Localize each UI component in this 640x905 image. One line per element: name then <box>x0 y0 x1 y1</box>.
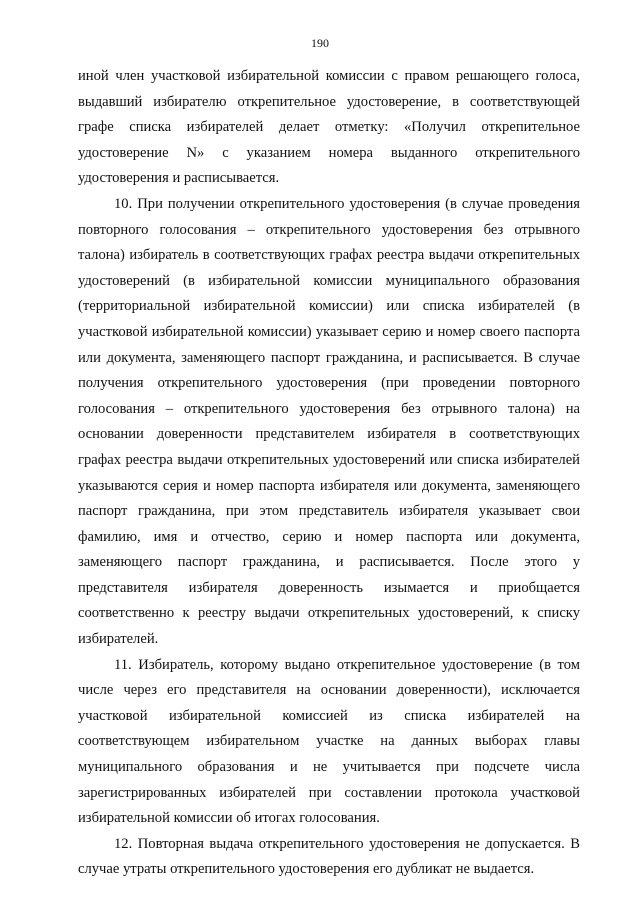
paragraph-item-10: 10. При получении открепительного удостоверения (в случае проведения повторного голосования – открепительного удостоверения без отрывного талона) избиратель в соответствующих графах реестра выдачи открепительных удостоверений (в избирательной комиссии муниципального образования (территориальной избирательной комиссии) или списка избирателей (в участковой избирательной комиссии) указывает серию и номер своего паспорта или документа, заменяющего паспорт гражданина, и расписывается. В случае получения открепительного удостоверения (при проведении повторного голосования – открепительного удостоверения без отрывного талона) на основании доверенности представителем избирателя в соответствующих графах реестра выдачи открепительных удостоверений или списка избирателей указываются серия и номер паспорта избирателя или документа, заменяющего паспорт гражданина, при этом представитель избирателя указывает свои фамилию, имя и отчество, серию и номер паспорта или документа, заменяющего паспорт гражданина, и расписывается. После этого у представителя избирателя доверенность изымается и приобщается соответственно к реестру выдачи открепительных удостоверений, к списку избирателей. <box>78 195 580 648</box>
paragraph-continuation: иной член участковой избирательной комиссии с правом решающего голоса, выдавший избирателю открепительное удостоверение, в соответствующей графе списка избирателей делает отметку: «Получил открепительное удостоверение N» с указанием номера выданного открепительного удостоверения и расписывается. <box>78 68 580 187</box>
paragraph-item-11: 11. Избиратель, которому выдано открепительное удостоверение (в том числе через его представителя на основании доверенности), исключается участковой избирательной комиссией из списка избирателей на соответствующем избирательном участке на данных выборах главы муниципального образования и не учитывается при подсчете числа зарегистрированных избирателей при составлении протокола участковой избирательной комиссии об итогах голосования. <box>78 656 580 827</box>
page-number: 190 <box>311 36 329 50</box>
paragraph-item-12: 12. Повторная выдача открепительного удостоверения не допускается. В случае утраты открепительного удостоверения его дубликат не выдается. <box>78 835 580 878</box>
document-body <box>78 64 580 883</box>
